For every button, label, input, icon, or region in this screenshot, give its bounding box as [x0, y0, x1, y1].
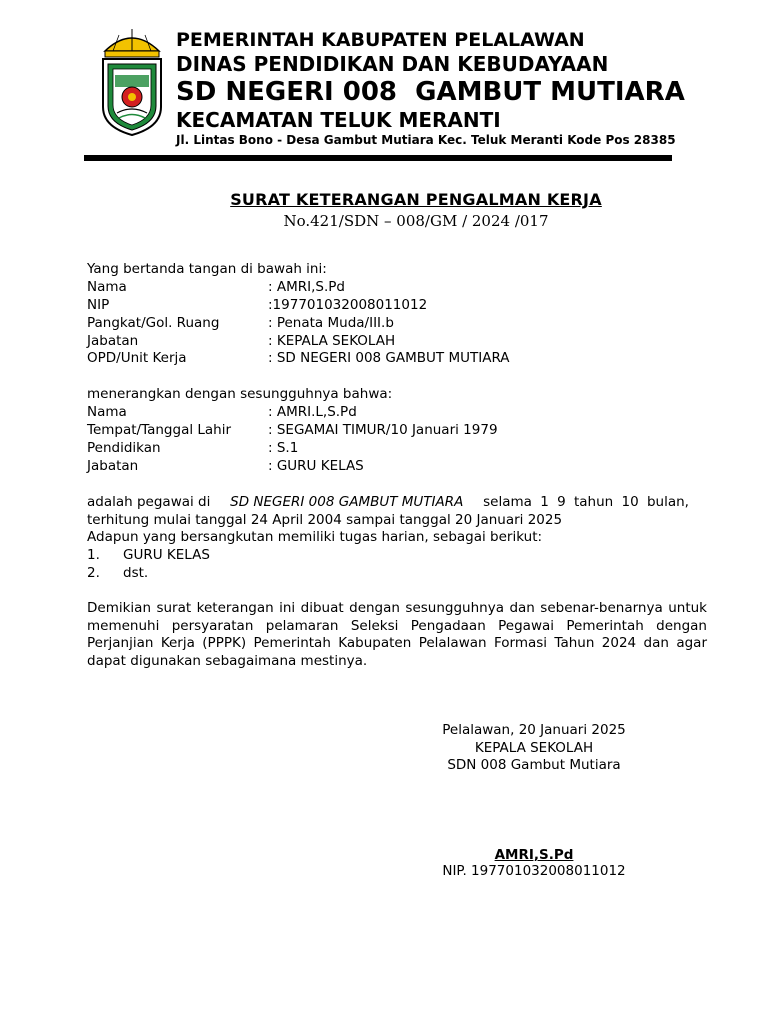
statement-text: menerangkan dengan sesungguhnya bahwa: — [87, 386, 393, 402]
duty-item: dst. — [123, 565, 149, 581]
employee-label: Pendidikan — [87, 440, 161, 456]
duties-intro: Adapun yang bersangkutan memiliki tugas harian, sebagai berikut: — [87, 529, 543, 545]
signatory-value: : Penata Muda/III.b — [268, 315, 394, 331]
service-period: terhitung mulai tanggal 24 April 2004 sampai tanggal 20 Januari 2025 — [87, 512, 563, 528]
signature-name-wrap — [430, 847, 638, 863]
signatory-label: Pangkat/Gol. Ruang — [87, 315, 220, 331]
service-line — [87, 494, 689, 510]
employee-label: Tempat/Tanggal Lahir — [87, 422, 232, 438]
letterhead-government: PEMERINTAH KABUPATEN PELALAWAN — [176, 29, 585, 51]
signatory-label: NIP — [87, 297, 110, 313]
employee-value: : S.1 — [268, 440, 299, 456]
intro-text: Yang bertanda tangan di bawah ini: — [87, 261, 327, 277]
employee-value: : GURU KELAS — [268, 458, 364, 474]
letterhead-district: KECAMATAN TELUK MERANTI — [176, 108, 501, 132]
signature-place-date: Pelalawan, 20 Januari 2025 — [442, 722, 626, 738]
signatory-label: Nama — [87, 279, 127, 295]
employee-value: : SEGAMAI TIMUR/10 Januari 1979 — [268, 422, 498, 438]
regency-emblem-icon — [99, 27, 165, 137]
signature-school: SDN 008 Gambut Mutiara — [447, 757, 621, 773]
signatory-label: Jabatan — [87, 333, 139, 349]
duty-number: 2. — [87, 565, 100, 581]
duty-number: 1. — [87, 547, 100, 563]
letterhead-divider — [84, 155, 672, 161]
service-duration: selama 1 9 tahun 10 bulan, — [483, 494, 689, 510]
duty-item: GURU KELAS — [123, 547, 210, 563]
signatory-label: OPD/Unit Kerja — [87, 350, 187, 366]
signatory-value: :197701032008011012 — [268, 297, 428, 313]
document-number: No.421/SDN – 008/GM / 2024 /017 — [283, 212, 549, 230]
document-title: SURAT KETERANGAN PENGALMAN KERJA — [230, 190, 602, 209]
employee-label: Jabatan — [87, 458, 139, 474]
signature-name: AMRI,S.Pd — [494, 847, 574, 863]
signatory-value: : SD NEGERI 008 GAMBUT MUTIARA — [268, 350, 510, 366]
employee-value: : AMRI.L,S.Pd — [268, 404, 357, 420]
closing-paragraph: Demikian surat keterangan ini dibuat dengan sesungguhnya dan sebenar-benarnya untuk memenuhi persyaratan pelamaran Seleksi Pengadaan Pegawai Pemerintah dengan Perjanjian Kerja (PPPK) Pemerintah Kabupaten Pelalawan Formasi Tahun 2024 dan agar dapat digunakan sebagaimana mestinya. — [87, 600, 707, 669]
signatory-value: : KEPALA SEKOLAH — [268, 333, 396, 349]
signatory-value: : AMRI,S.Pd — [268, 279, 345, 295]
letterhead-school: SD NEGERI 008 GAMBUT MUTIARA — [176, 77, 685, 107]
service-school: SD NEGERI 008 GAMBUT MUTIARA — [230, 494, 464, 510]
service-prefix: adalah pegawai di — [87, 494, 211, 510]
employee-label: Nama — [87, 404, 127, 420]
signature-nip: NIP. 197701032008011012 — [442, 863, 626, 879]
signature-position: KEPALA SEKOLAH — [474, 740, 594, 756]
letterhead-department: DINAS PENDIDIKAN DAN KEBUDAYAAN — [176, 52, 609, 76]
letterhead-address: Jl. Lintas Bono - Desa Gambut Mutiara Kec. Teluk Meranti Kode Pos 28385 — [176, 133, 676, 147]
